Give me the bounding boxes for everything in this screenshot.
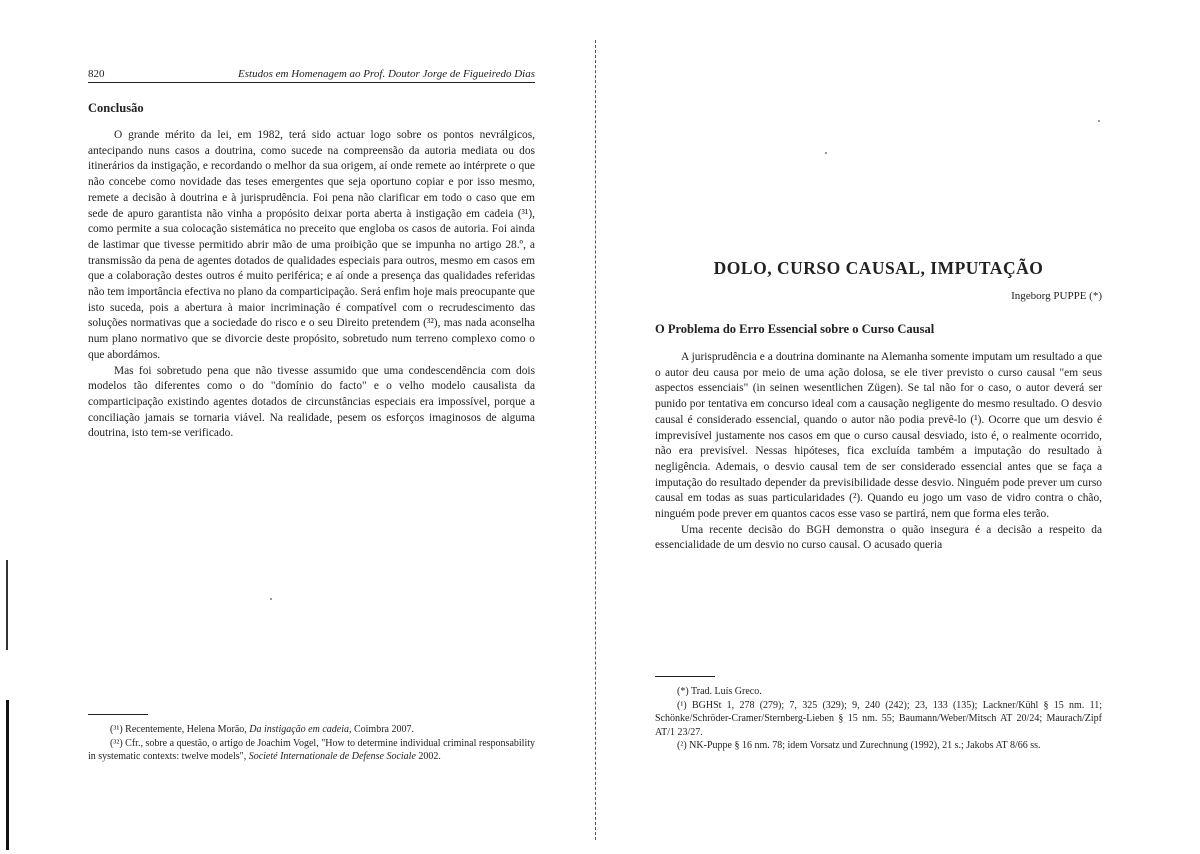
author-name: Ingeborg PUPPE (*) — [1011, 290, 1102, 302]
scan-speck — [270, 598, 272, 600]
footnote: (³¹) Recentemente, Helena Morão, Da instigação em cadeia, Coimbra 2007. — [110, 724, 414, 735]
footnote: (*) Trad. Luís Greco. — [677, 686, 762, 697]
paragraph: Mas foi sobretudo pena que não tivesse assumido que uma condescendência com dois modelos tão diferentes como o do "domínio do facto" e o velho modelo causalista da comparticipação existindo agentes dotados de circunstâncias especiais era impossível, porque a conciliação jamais se tornaria viável. Na realidade, pesem os esforços imaginosos de alguma doutrina, isto tem-se verificado. — [88, 364, 535, 440]
paragraph: Uma recente decisão do BGH demonstra o quão insegura é a decisão a respeito da essencialidade de um desvio no curso causal. O acusado queria — [655, 523, 1102, 552]
running-head — [88, 68, 535, 83]
page-edge-mark — [6, 700, 9, 850]
footnote: (¹) BGHSt 1, 278 (279); 7, 325 (329); 9, 240 (242); 23, 133 (135); Lackner/Kühl § 15 nm. 11; Schönke/Schröder-Cramer/Sternberg-Lieben § 15 nm. 55; Baumann/Weber/Mitsch AT 20/24; Maurach/Zipf AT/1 23/27. — [655, 699, 1102, 738]
footnotes-right — [655, 676, 1102, 753]
left-page — [88, 68, 535, 442]
paragraph: O grande mérito da lei, em 1982, terá sido actuar logo sobre os pontos nevrálgicos, antecipando nuns casos a doutrina, como sucede na compreensão da autoria mediata ou dos itinerários da instigação, e recordando o melhor da sua origem, aí onde remete ao intérprete o que não concebe como novidade das teses emergentes que seja oportuno copiar e por isso mesmo, remete a decisão à doutrina e à jurisprudência. Foi pena não clarificar em todo o caso que em sede de apuro garantista não vinha a propósito deixar porta aberta à instigação em cadeia (³¹), como permite a sua colocação sistemática no preceito que engloba os casos de autoria. Foi ainda de lastimar que tivesse permitido abrir mão de uma proibição que se impunha no artigo 28.º, a transmissão da pena de agentes dotados de qualidades especiais para outros, mesmo em casos em que a colaboração destes outros é muito periférica; e aí onde a presença das qualidades referidas não tem importância efectiva no plano da comparticipação. Será enfim hoje mais preocupante que isto suceda, pois a abertura à maior incriminação é compatível com o recrudescimento das soluções normativas que a sociedade do risco e o seu Direito pretendem (³²), mas nada aconselha num plano normativo que se divorcie deste propósito, sobretudo num terreno complexo como o que abordámos. — [88, 129, 535, 361]
section-heading: O Problema do Erro Essencial sobre o Curso Causal — [655, 322, 935, 336]
body-text — [655, 350, 1102, 554]
footnote-rule — [655, 676, 715, 677]
footnote: (³²) Cfr., sobre a questão, o artigo de Joachim Vogel, "How to determine individual criminal responsability in systematic contexts: twelve models", Societé Internationale de Defense Sociale 2002. — [88, 737, 536, 762]
page-edge-mark — [6, 560, 8, 650]
body-text — [88, 128, 535, 442]
article-title: DOLO, CURSO CAUSAL, IMPUTAÇÃO — [713, 258, 1044, 278]
section-heading: Conclusão — [88, 101, 144, 115]
paragraph: A jurisprudência e a doutrina dominante na Alemanha somente imputam um resultado a que o autor deu causa por meio de uma ação dolosa, se ele tiver previsto o curso causal "em seus aspectos essenciais" (in seinen wesentlichen Zügen). Se tal não for o caso, o autor deverá ser punido por tentativa em concurso ideal com a causação negligente do mesmo resultado. O desvio causal é considerado essencial, quando o autor não podia prevê-lo (¹). Ocorre que um desvio é imprevisível justamente nos casos em que o curso causal desviado, isto é, o realmente ocorrido, não era previsível. Nessas hipóteses, fica excluída também a imputação do resultado à negligência. Ademais, o desvio causal tem de ser considerado essencial antes que se faça a imputação do resultado depender da previsibilidade desse desvio. Ninguém pode prever um curso causal em todas as suas particularidades (²). Quando eu jogo um vaso de vidro contra o chão, ninguém pode prever em quantos cacos esse vaso se partirá, nem que forma eles terão. — [655, 351, 1102, 521]
page-number: 820 — [88, 68, 105, 80]
footnote-rule — [88, 714, 148, 715]
footnotes-left — [88, 714, 535, 764]
footnote: (²) NK-Puppe § 16 nm. 78; idem Vorsatz und Zurechnung (1992), 21 s.; Jakobs AT 8/66 ss. — [677, 740, 1041, 751]
scan-speck — [825, 152, 827, 154]
running-title: Estudos em Homenagem ao Prof. Doutor Jorge de Figueiredo Dias — [238, 68, 535, 80]
scan-speck — [1098, 120, 1100, 122]
page-gutter — [595, 40, 596, 840]
